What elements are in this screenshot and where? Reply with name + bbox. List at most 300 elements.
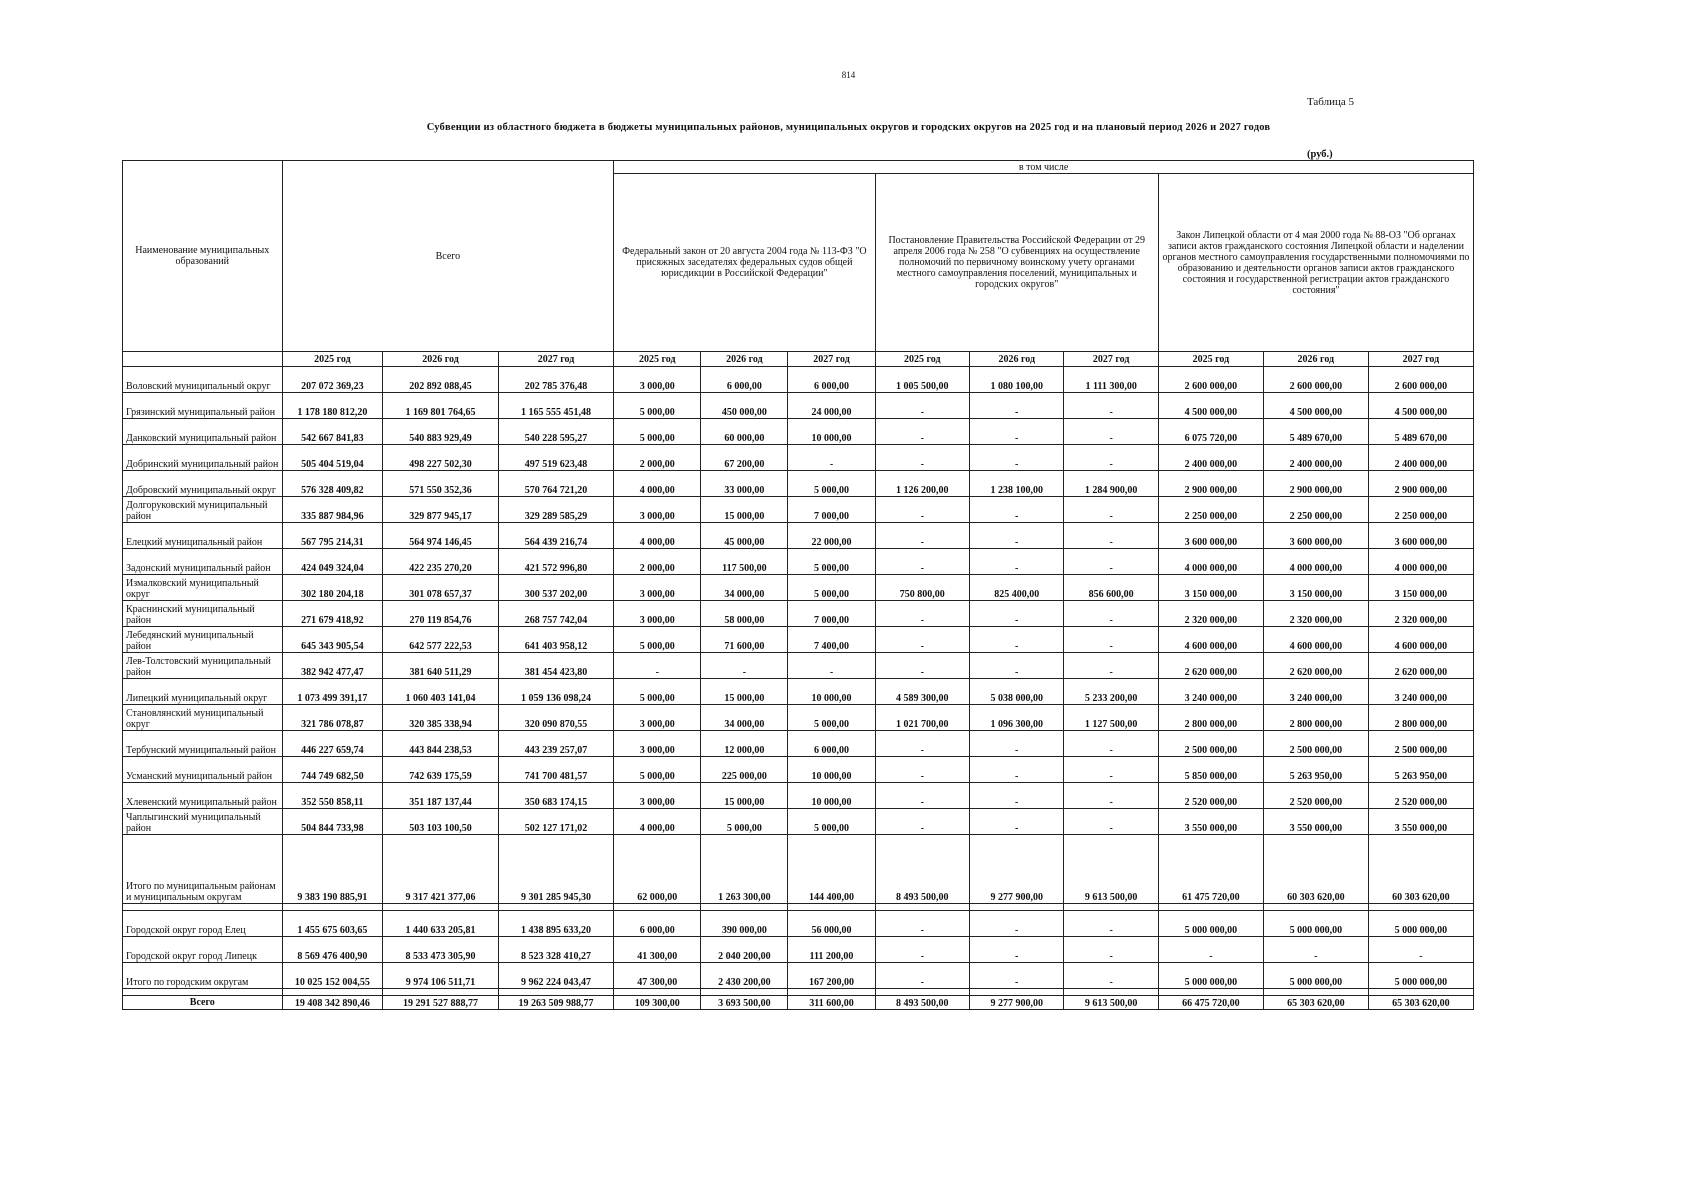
cell-value: 311 600,00	[788, 996, 875, 1010]
table-row	[123, 809, 1474, 835]
cell-value: 2 320 000,00	[1368, 601, 1473, 627]
cell-value: 9 383 190 885,91	[282, 835, 383, 904]
cell-value: 56 000,00	[788, 911, 875, 937]
cell-value: 5 000,00	[614, 419, 701, 445]
cell-value: -	[970, 497, 1064, 523]
cell-value: -	[1064, 419, 1158, 445]
cell-value: 9 277 900,00	[970, 996, 1064, 1010]
table-row	[123, 367, 1474, 393]
spacer-cell	[1263, 989, 1368, 996]
cell-value: 641 403 958,12	[498, 627, 613, 653]
cell-value: 3 240 000,00	[1263, 679, 1368, 705]
cell-value: 350 683 174,15	[498, 783, 613, 809]
cell-value: 2 800 000,00	[1368, 705, 1473, 731]
table-row	[123, 393, 1474, 419]
cell-value: 5 263 950,00	[1263, 757, 1368, 783]
cell-value: 1 169 801 764,65	[383, 393, 498, 419]
cell-value: 856 600,00	[1064, 575, 1158, 601]
table-row	[123, 627, 1474, 653]
spacer-cell	[788, 989, 875, 996]
cell-value: 2 620 000,00	[1263, 653, 1368, 679]
spacer-cell	[701, 989, 788, 996]
cell-value: -	[1064, 963, 1158, 989]
row-name: Тербунский муниципальный район	[123, 731, 283, 757]
cell-value: 271 679 418,92	[282, 601, 383, 627]
cell-value: 4 000,00	[614, 471, 701, 497]
cell-value: 302 180 204,18	[282, 575, 383, 601]
cell-value: -	[875, 445, 969, 471]
cell-value: 3 000,00	[614, 575, 701, 601]
cell-value: -	[970, 757, 1064, 783]
cell-value: 1 111 300,00	[1064, 367, 1158, 393]
cell-value: 60 000,00	[701, 419, 788, 445]
cell-value: 4 600 000,00	[1368, 627, 1473, 653]
year-header: 2027 год	[1064, 352, 1158, 367]
cell-value: 3 150 000,00	[1368, 575, 1473, 601]
cell-value: 2 800 000,00	[1263, 705, 1368, 731]
cell-value: 1 073 499 391,17	[282, 679, 383, 705]
cell-value: 642 577 222,53	[383, 627, 498, 653]
year-header: 2025 год	[614, 352, 701, 367]
row-name: Городской округ город Липецк	[123, 937, 283, 963]
table-row	[123, 757, 1474, 783]
cell-value: 10 000,00	[788, 419, 875, 445]
spacer-cell	[123, 989, 283, 996]
cell-value: 497 519 623,48	[498, 445, 613, 471]
table-row	[123, 731, 1474, 757]
spacer-cell	[970, 904, 1064, 911]
cell-value: 3 000,00	[614, 705, 701, 731]
cell-value: -	[1064, 757, 1158, 783]
cell-value: -	[970, 419, 1064, 445]
cell-value: 3 693 500,00	[701, 996, 788, 1010]
cell-value: 10 000,00	[788, 757, 875, 783]
year-header: 2027 год	[788, 352, 875, 367]
cell-value: 2 250 000,00	[1158, 497, 1263, 523]
cell-value: 41 300,00	[614, 937, 701, 963]
cell-value: 9 974 106 511,71	[383, 963, 498, 989]
cell-value: 3 600 000,00	[1368, 523, 1473, 549]
cell-value: 5 000,00	[614, 679, 701, 705]
cell-value: 15 000,00	[701, 679, 788, 705]
cell-value: 2 320 000,00	[1158, 601, 1263, 627]
cell-value: 744 749 682,50	[282, 757, 383, 783]
cell-value: 2 900 000,00	[1368, 471, 1473, 497]
cell-value: -	[875, 731, 969, 757]
table-row	[123, 523, 1474, 549]
cell-value: -	[1368, 937, 1473, 963]
cell-value: 2 520 000,00	[1263, 783, 1368, 809]
table-row	[123, 963, 1474, 989]
cell-value: 446 227 659,74	[282, 731, 383, 757]
cell-value: -	[1064, 911, 1158, 937]
row-name: Хлевенский муниципальный район	[123, 783, 283, 809]
cell-value: -	[875, 497, 969, 523]
spacer-cell	[875, 904, 969, 911]
cell-value: 2 800 000,00	[1158, 705, 1263, 731]
year-header: 2026 год	[970, 352, 1064, 367]
cell-value: 2 620 000,00	[1158, 653, 1263, 679]
cell-value: 1 238 100,00	[970, 471, 1064, 497]
cell-value: -	[970, 445, 1064, 471]
cell-value: -	[970, 627, 1064, 653]
cell-value: 567 795 214,31	[282, 523, 383, 549]
cell-value: 540 228 595,27	[498, 419, 613, 445]
header-group-regional-law: Закон Липецкой области от 4 мая 2000 года № 88-ОЗ "Об органах записи актов гражданского состояния Липецкой области и наделении органов местного самоуправления государственными полномочиями по образованию и деятельности органов записи актов гражданского состояния и государственной регистрации актов гражданского состояния"	[1158, 174, 1473, 352]
cell-value: 2 400 000,00	[1158, 445, 1263, 471]
cell-value: 10 000,00	[788, 783, 875, 809]
table-row	[123, 835, 1474, 904]
cell-value: 15 000,00	[701, 497, 788, 523]
cell-value: 9 613 500,00	[1064, 996, 1158, 1010]
cell-value: 4 589 300,00	[875, 679, 969, 705]
cell-value: -	[875, 601, 969, 627]
cell-value: 202 892 088,45	[383, 367, 498, 393]
spacer-cell	[383, 904, 498, 911]
cell-value: 390 000,00	[701, 911, 788, 937]
table-body	[123, 367, 1474, 1010]
cell-value: 3 240 000,00	[1368, 679, 1473, 705]
cell-value: 144 400,00	[788, 835, 875, 904]
cell-value: -	[970, 731, 1064, 757]
header-group-government-decree: Постановление Правительства Российской Федерации от 29 апреля 2006 года № 258 "О субвенциях на осуществление полномочий по первичному воинскому учету органами местного самоуправления поселений, муниципальных и городских округов"	[875, 174, 1158, 352]
cell-value: 382 942 477,47	[282, 653, 383, 679]
cell-value: -	[970, 809, 1064, 835]
cell-value: 3 000,00	[614, 601, 701, 627]
cell-value: -	[875, 419, 969, 445]
cell-value: 5 000 000,00	[1263, 911, 1368, 937]
spacer-cell	[788, 904, 875, 911]
cell-value: 320 385 338,94	[383, 705, 498, 731]
cell-value: 4 500 000,00	[1368, 393, 1473, 419]
cell-value: -	[970, 393, 1064, 419]
spacer-cell	[383, 989, 498, 996]
cell-value: 4 000,00	[614, 809, 701, 835]
cell-value: 381 640 511,29	[383, 653, 498, 679]
cell-value: 15 000,00	[701, 783, 788, 809]
row-name: Добринский муниципальный район	[123, 445, 283, 471]
cell-value: 5 263 950,00	[1368, 757, 1473, 783]
cell-value: 2 250 000,00	[1263, 497, 1368, 523]
cell-value: -	[970, 549, 1064, 575]
cell-value: 5 000 000,00	[1158, 963, 1263, 989]
cell-value: -	[875, 653, 969, 679]
cell-value: -	[1064, 601, 1158, 627]
cell-value: 5 000 000,00	[1263, 963, 1368, 989]
cell-value: 5 000 000,00	[1368, 911, 1473, 937]
cell-value: 301 078 657,37	[383, 575, 498, 601]
cell-value: 1 126 200,00	[875, 471, 969, 497]
cell-value: -	[1158, 937, 1263, 963]
cell-value: 2 040 200,00	[701, 937, 788, 963]
table-row	[123, 937, 1474, 963]
cell-value: -	[875, 757, 969, 783]
cell-value: 8 523 328 410,27	[498, 937, 613, 963]
cell-value: -	[970, 963, 1064, 989]
cell-value: -	[788, 653, 875, 679]
document-title: Субвенции из областного бюджета в бюджеты муниципальных районов, муниципальных округов и городских округов на 2025 год и на плановый период 2026 и 2027 годов	[426, 122, 1271, 133]
cell-value: 9 317 421 377,06	[383, 835, 498, 904]
table-row	[123, 705, 1474, 731]
row-name: Всего	[123, 996, 283, 1010]
year-header: 2025 год	[282, 352, 383, 367]
cell-value: 10 025 152 004,55	[282, 963, 383, 989]
cell-value: 2 400 000,00	[1263, 445, 1368, 471]
cell-value: 9 277 900,00	[970, 835, 1064, 904]
cell-value: 498 227 502,30	[383, 445, 498, 471]
row-name: Измалковский муниципальный округ	[123, 575, 283, 601]
cell-value: 320 090 870,55	[498, 705, 613, 731]
cell-value: 3 150 000,00	[1263, 575, 1368, 601]
cell-value: 4 500 000,00	[1263, 393, 1368, 419]
cell-value: 5 000 000,00	[1368, 963, 1473, 989]
spacer-row	[123, 904, 1474, 911]
cell-value: 542 667 841,83	[282, 419, 383, 445]
spacer-cell	[498, 989, 613, 996]
year-header: 2026 год	[1263, 352, 1368, 367]
table-row	[123, 549, 1474, 575]
cell-value: 540 883 929,49	[383, 419, 498, 445]
cell-value: -	[1064, 445, 1158, 471]
cell-value: -	[701, 653, 788, 679]
row-name: Добровский муниципальный округ	[123, 471, 283, 497]
year-header-row	[123, 352, 1474, 367]
table-row	[123, 679, 1474, 705]
spacer-cell	[282, 989, 383, 996]
cell-value: 351 187 137,44	[383, 783, 498, 809]
cell-value: 321 786 078,87	[282, 705, 383, 731]
spacer-row	[123, 989, 1474, 996]
row-name: Итого по городским округам	[123, 963, 283, 989]
cell-value: 6 075 720,00	[1158, 419, 1263, 445]
cell-value: 2 000,00	[614, 445, 701, 471]
cell-value: 47 300,00	[614, 963, 701, 989]
table-row	[123, 601, 1474, 627]
row-name: Липецкий муниципальный округ	[123, 679, 283, 705]
cell-value: 5 000,00	[788, 809, 875, 835]
table-row	[123, 419, 1474, 445]
cell-value: 1 080 100,00	[970, 367, 1064, 393]
year-header: 2026 год	[701, 352, 788, 367]
cell-value: 5 850 000,00	[1158, 757, 1263, 783]
spacer-cell	[970, 989, 1064, 996]
year-header: 2026 год	[383, 352, 498, 367]
cell-value: 7 000,00	[788, 601, 875, 627]
table-row	[123, 911, 1474, 937]
cell-value: 19 291 527 888,77	[383, 996, 498, 1010]
cell-value: -	[970, 937, 1064, 963]
cell-value: 645 343 905,54	[282, 627, 383, 653]
cell-value: 2 520 000,00	[1158, 783, 1263, 809]
subventions-table	[122, 160, 1474, 1010]
row-name: Данковский муниципальный район	[123, 419, 283, 445]
cell-value: 2 430 200,00	[701, 963, 788, 989]
cell-value: -	[875, 809, 969, 835]
cell-value: 225 000,00	[701, 757, 788, 783]
year-header: 2027 год	[1368, 352, 1473, 367]
cell-value: 3 600 000,00	[1263, 523, 1368, 549]
spacer-cell	[1158, 904, 1263, 911]
cell-value: 270 119 854,76	[383, 601, 498, 627]
cell-value: 5 000,00	[701, 809, 788, 835]
cell-value: 2 250 000,00	[1368, 497, 1473, 523]
spacer-cell	[701, 904, 788, 911]
cell-value: 2 620 000,00	[1368, 653, 1473, 679]
table-row	[123, 996, 1474, 1010]
cell-value: 66 475 720,00	[1158, 996, 1263, 1010]
year-header: 2027 год	[498, 352, 613, 367]
cell-value: 19 408 342 890,46	[282, 996, 383, 1010]
cell-value: -	[970, 653, 1064, 679]
cell-value: 12 000,00	[701, 731, 788, 757]
cell-value: 45 000,00	[701, 523, 788, 549]
row-name: Долгоруковский муниципальный район	[123, 497, 283, 523]
cell-value: -	[614, 653, 701, 679]
cell-value: 4 000 000,00	[1158, 549, 1263, 575]
cell-value: 61 475 720,00	[1158, 835, 1263, 904]
row-name: Городской округ город Елец	[123, 911, 283, 937]
cell-value: 300 537 202,00	[498, 575, 613, 601]
cell-value: -	[875, 783, 969, 809]
cell-value: 1 021 700,00	[875, 705, 969, 731]
cell-value: 6 000,00	[788, 367, 875, 393]
cell-value: 329 289 585,29	[498, 497, 613, 523]
cell-value: 8 493 500,00	[875, 996, 969, 1010]
cell-value: 352 550 858,11	[282, 783, 383, 809]
spacer-cell	[1158, 989, 1263, 996]
cell-value: 2 500 000,00	[1158, 731, 1263, 757]
cell-value: 571 550 352,36	[383, 471, 498, 497]
spacer-cell	[123, 904, 283, 911]
cell-value: 1 178 180 812,20	[282, 393, 383, 419]
cell-value: 268 757 742,04	[498, 601, 613, 627]
year-header: 2025 год	[1158, 352, 1263, 367]
cell-value: 502 127 171,02	[498, 809, 613, 835]
cell-value: 8 493 500,00	[875, 835, 969, 904]
cell-value: 24 000,00	[788, 393, 875, 419]
cell-value: 207 072 369,23	[282, 367, 383, 393]
cell-value: 4 000 000,00	[1263, 549, 1368, 575]
spacer-cell	[1064, 904, 1158, 911]
cell-value: 564 439 216,74	[498, 523, 613, 549]
cell-value: 5 000,00	[788, 575, 875, 601]
cell-value: -	[1064, 937, 1158, 963]
cell-value: 9 301 285 945,30	[498, 835, 613, 904]
table-row	[123, 471, 1474, 497]
cell-value: 5 489 670,00	[1368, 419, 1473, 445]
cell-value: 2 900 000,00	[1158, 471, 1263, 497]
cell-value: -	[875, 393, 969, 419]
cell-value: 3 550 000,00	[1368, 809, 1473, 835]
cell-value: 2 320 000,00	[1263, 601, 1368, 627]
cell-value: 381 454 423,80	[498, 653, 613, 679]
cell-value: 60 303 620,00	[1368, 835, 1473, 904]
row-name: Лев-Толстовский муниципальный район	[123, 653, 283, 679]
row-name: Задонский муниципальный район	[123, 549, 283, 575]
cell-value: -	[875, 963, 969, 989]
cell-value: -	[875, 627, 969, 653]
cell-value: 2 000,00	[614, 549, 701, 575]
header-total: Всего	[282, 161, 614, 352]
cell-value: 109 300,00	[614, 996, 701, 1010]
cell-value: 570 764 721,20	[498, 471, 613, 497]
page-number: 814	[841, 70, 856, 80]
cell-value: 65 303 620,00	[1263, 996, 1368, 1010]
cell-value: -	[1064, 627, 1158, 653]
cell-value: -	[1064, 549, 1158, 575]
row-name: Грязинский муниципальный район	[123, 393, 283, 419]
cell-value: 3 000,00	[614, 783, 701, 809]
cell-value: 576 328 409,82	[282, 471, 383, 497]
cell-value: 505 404 519,04	[282, 445, 383, 471]
cell-value: 1 005 500,00	[875, 367, 969, 393]
cell-value: -	[1064, 653, 1158, 679]
spacer-cell	[1368, 904, 1473, 911]
cell-value: -	[970, 601, 1064, 627]
cell-value: 9 613 500,00	[1064, 835, 1158, 904]
spacer-cell	[875, 989, 969, 996]
header-incl: в том числе	[614, 161, 1474, 174]
cell-value: 2 400 000,00	[1368, 445, 1473, 471]
header-group-federal-law: Федеральный закон от 20 августа 2004 года № 113-ФЗ "О присяжных заседателях федеральных судов общей юрисдикции в Российской Федерации"	[614, 174, 875, 352]
cell-value: 6 000,00	[614, 911, 701, 937]
year-header: 2025 год	[875, 352, 969, 367]
cell-value: 3 000,00	[614, 731, 701, 757]
cell-value: 34 000,00	[701, 575, 788, 601]
cell-value: 3 000,00	[614, 367, 701, 393]
cell-value: 71 600,00	[701, 627, 788, 653]
table-row	[123, 653, 1474, 679]
cell-value: 2 520 000,00	[1368, 783, 1473, 809]
cell-value: 111 200,00	[788, 937, 875, 963]
cell-value: 5 000,00	[788, 471, 875, 497]
cell-value: 5 000,00	[788, 549, 875, 575]
cell-value: -	[970, 523, 1064, 549]
cell-value: 6 000,00	[701, 367, 788, 393]
cell-value: 443 239 257,07	[498, 731, 613, 757]
cell-value: 1 127 500,00	[1064, 705, 1158, 731]
cell-value: 3 600 000,00	[1158, 523, 1263, 549]
spacer-cell	[282, 904, 383, 911]
cell-value: -	[1064, 731, 1158, 757]
cell-value: 3 550 000,00	[1158, 809, 1263, 835]
cell-value: 422 235 270,20	[383, 549, 498, 575]
cell-value: 65 303 620,00	[1368, 996, 1473, 1010]
cell-value: 5 000 000,00	[1158, 911, 1263, 937]
row-name: Усманский муниципальный район	[123, 757, 283, 783]
cell-value: -	[788, 445, 875, 471]
cell-value: 7 000,00	[788, 497, 875, 523]
cell-value: 5 000,00	[788, 705, 875, 731]
cell-value: 504 844 733,98	[282, 809, 383, 835]
cell-value: 4 600 000,00	[1158, 627, 1263, 653]
cell-value: 421 572 996,80	[498, 549, 613, 575]
cell-value: 450 000,00	[701, 393, 788, 419]
cell-value: -	[875, 523, 969, 549]
cell-value: 1 455 675 603,65	[282, 911, 383, 937]
row-name: Краснинский муниципальный район	[123, 601, 283, 627]
table-label: Таблица 5	[1306, 96, 1354, 108]
cell-value: 2 500 000,00	[1368, 731, 1473, 757]
cell-value: 5 000,00	[614, 757, 701, 783]
cell-value: -	[1064, 393, 1158, 419]
row-name: Становлянский муниципальный округ	[123, 705, 283, 731]
table-row	[123, 783, 1474, 809]
cell-value: 2 600 000,00	[1158, 367, 1263, 393]
cell-value: 5 038 000,00	[970, 679, 1064, 705]
cell-value: 742 639 175,59	[383, 757, 498, 783]
cell-value: 424 049 324,04	[282, 549, 383, 575]
